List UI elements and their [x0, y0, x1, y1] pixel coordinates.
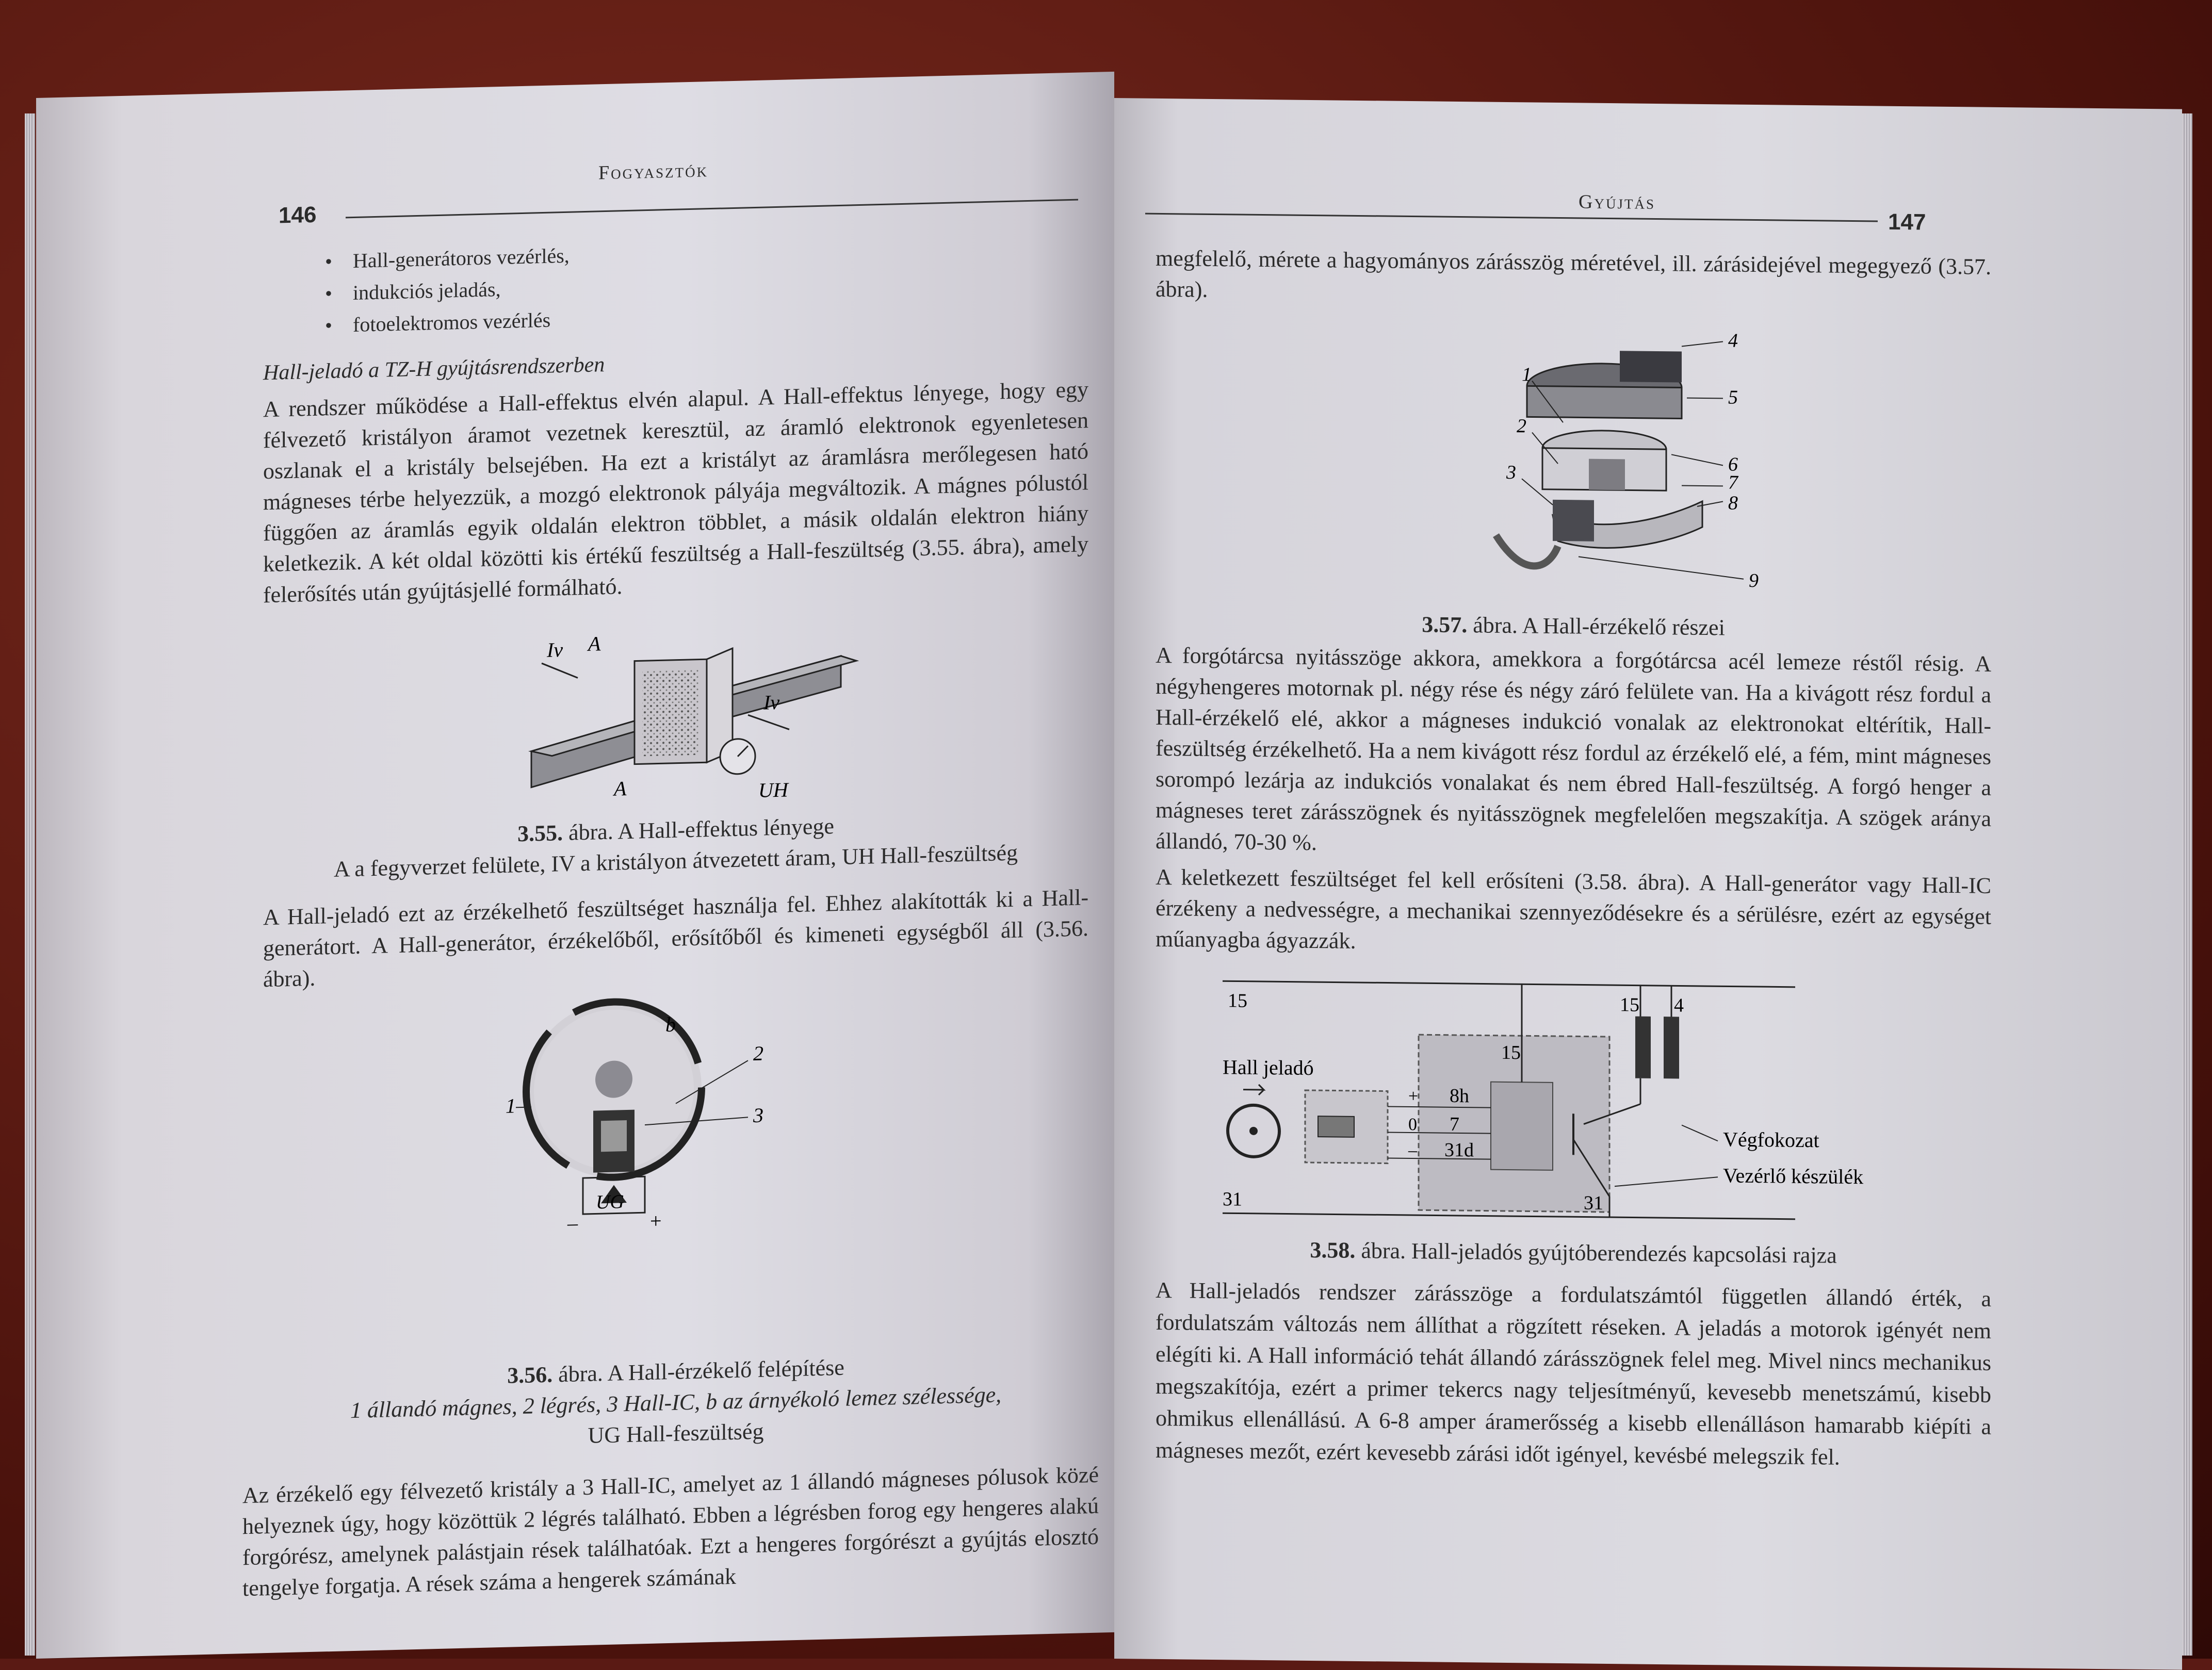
label-31-unit: 31	[1584, 1192, 1603, 1214]
paragraph-hall-effect	[263, 374, 1088, 611]
label-vegfokozat: Végfokozat	[1723, 1127, 1819, 1152]
sensor-cable	[1496, 535, 1558, 566]
bullet-item: • fotoelektromos vezérlés	[325, 304, 570, 342]
paragraph-dwell-angle	[1156, 1274, 1991, 1475]
left-page	[36, 72, 1114, 1659]
caption-legend: 1 állandó mágnes, 2 légrés, 3 Hall-IC, b az árnyékoló lemez szélessége,	[350, 1382, 1002, 1423]
label-minus: –	[1408, 1140, 1417, 1160]
label-uh: UH	[758, 778, 788, 802]
bullet-list	[325, 240, 570, 342]
caption-3-55	[263, 805, 1088, 887]
paragraph-text: A rendszer működése a Hall-effektus elvén alapul. A Hall-effektus lényege, hogy egy félvezető kristályon áramot vezetnek keresztül, az áramló elektronok egyenletesen oszlanak el a kristály belsejében. Ha ezt a kristályt az áramlásra merőlegesen ható mágneses térbe helyezzük, a mozgó elektronok pályája megváltozik. A mágnes pólustól függően az áramlás egyik oldalán elektron többlet, a másik oldalán elektron hiány keletkezik. A két oldal közötti kis értékű feszültség a Hall-feszültség (3.55. ábra), amely felerősítés után gyújtásjellé formálható.	[263, 376, 1088, 608]
page-number-right: 147	[1888, 209, 1926, 235]
current-arrow-in	[542, 662, 578, 679]
label-b: b	[665, 1012, 676, 1037]
caption-3-57	[1156, 607, 1991, 646]
label-plus: +	[1408, 1086, 1419, 1106]
figure-3-57-hall-sensor-parts	[1475, 329, 1836, 600]
open-book	[36, 98, 2182, 1659]
caption-title: ábra. Hall-jeladós gyújtóberendezés kapcsolási rajza	[1361, 1238, 1837, 1268]
subheading: Hall-jeladó a TZ-H gyújtásrendszerben	[263, 353, 605, 385]
paragraph-text: A forgótárcsa nyitásszöge akkora, amekkora a forgótárcsa acél lemeze réstől résig. A négyhengeres motornak pl. négy rése és négy záró felülete van. Ha a kivágott rész fordul a Hall-érzékelő elé, akkor a mágneses indukció vonalak az elektronokat eltérítik, Hall-feszültség érzékelhető. Ha a nem kivágott rész fordul az érzékelő elé, a fém, mint mágneses sorompó lezárja az indukciós vonalakat és nem ébred Hall-feszültség. A forgó henger a mágneses teret zárásszögnek és nyitásszögnek megfelelően megszakítja. A szögek aránya állandó, 70-30 %.	[1156, 642, 1991, 856]
label-ug: UG	[596, 1191, 624, 1214]
label-hall-jelado: Hall jeladó	[1223, 1055, 1314, 1080]
part-label: 3	[1506, 461, 1516, 484]
label-plus: +	[650, 1209, 662, 1233]
figure-3-55-hall-effect	[531, 625, 861, 818]
page-number-left: 146	[279, 202, 317, 228]
label-15-unit: 15	[1501, 1041, 1521, 1064]
caption-3-58	[1156, 1233, 1991, 1273]
label-iv-top: Iv	[547, 638, 563, 662]
part-label: 9	[1749, 569, 1759, 592]
page-edges-left	[25, 113, 35, 1656]
terminal-7: 7	[1450, 1113, 1459, 1136]
label-2: 2	[753, 1041, 763, 1066]
caption-number: 3.55.	[517, 820, 563, 847]
header-rule-left	[346, 199, 1078, 219]
paragraph-rotor-disc	[1156, 640, 1991, 865]
paragraph-continuation	[1156, 243, 1991, 314]
paragraph-text: megfelelő, mérete a hagyományos zárásszög méretével, ill. zárásidejével megegyező (3.57. ábra).	[1156, 245, 1991, 302]
caption-number: 3.58.	[1310, 1237, 1356, 1263]
bullet-item: • Hall-generátoros vezérlés,	[325, 240, 570, 278]
label-3: 3	[753, 1103, 763, 1127]
crystal-dots	[642, 670, 699, 757]
label-a-top: A	[588, 632, 601, 656]
terminal-31-rail	[1223, 1213, 1795, 1219]
header-rule-right	[1145, 213, 1878, 222]
paragraph-text: A Hall-jeladós rendszer zárásszöge a fordulatszámtól független állandó érték, a fordulatszám változás nem állíthat a rögzített réseken. A jeladás a motorok igényét nem elégíti ki. A Hall információ tehát állandó zárásszögnek felel meg. Mivel nincs mechanikus megszakítója, ezért a primer tekercs nagy teljesítményű, kevesebb menetszámú, kisebb ohmikus ellenállású. A 6-8 amper áramerősség a kisebb ellenálláson hamarabb kiépíti a mágneses mezőt, ezért kevesebb zárási időt igényel, kevésbé melegszik fel.	[1156, 1277, 1991, 1470]
caption-title: ábra. A Hall-érzékelő részei	[1473, 612, 1725, 641]
terminal-31d: 31d	[1444, 1139, 1474, 1161]
label-minus: –	[567, 1211, 578, 1235]
caption-legend: A a fegyverzet felülete, IV a kristályon átvezetett áram, UH Hall-feszültség	[334, 840, 1018, 882]
part-label: 2	[1517, 415, 1526, 437]
terminal-15-rail	[1223, 981, 1795, 987]
part-label: 4	[1728, 330, 1738, 352]
label-15-coil: 15	[1620, 994, 1639, 1016]
running-head-right: Gyújtás	[1579, 191, 1655, 214]
label-4: 4	[1674, 994, 1684, 1017]
ignition-coil-secondary	[1664, 1017, 1679, 1078]
caption-title: ábra. A Hall-effektus lényege	[568, 813, 834, 845]
paragraph-amplification	[1156, 862, 1991, 963]
rotor-cap	[1620, 351, 1682, 382]
caption-title: ábra. A Hall-érzékelő felépítése	[558, 1354, 844, 1387]
paragraph-text: A keletkezett feszültséget fel kell erősíteni (3.58. ábra). A Hall-generátor vagy Hall-IC érzékeny a nedvességre, a mechanikai szennyeződésekre és a sérülésre, ezért az egységet műanyagba ágyazzák.	[1156, 864, 1991, 954]
figure-3-56-hall-sensor	[506, 997, 800, 1242]
bullet-item: • indukciós jeladás,	[325, 272, 570, 310]
label-iv-right: Iv	[763, 690, 780, 714]
caption-number: 3.56.	[507, 1362, 553, 1388]
part-label: 8	[1728, 492, 1738, 514]
paragraph-hall-generator	[263, 882, 1088, 995]
paragraph-text: A Hall-jeladó ezt az érzékelhető feszültséget használja fel. Ehhez alakították ki a Hall-generátort. A Hall-generátor, érzékelőből, erősítőből és kimeneti egységből áll (3.56. ábra).	[263, 885, 1088, 992]
part-label: 1	[1522, 364, 1532, 386]
running-head-left: Fogyasztók	[598, 159, 709, 184]
arrow-icon	[1243, 1085, 1264, 1095]
label-zero: 0	[1408, 1115, 1417, 1135]
label-1: 1	[506, 1094, 516, 1118]
label-vezerlo-keszulek: Vezérlő készülék	[1723, 1164, 1864, 1189]
paragraph-text: Az érzékelő egy félvezető kristály a 3 Hall-IC, amelyet az 1 állandó mágneses pólusok közé helyeznek úgy, hogy közöttük 2 légrés található. Ebben a légrésben forog egy hengeres alakú forgórész, amelynek palástjain rések találhatóak. Ezt a hengeres forgórészt a gyújtás elosztó tengelye forgatja. A rések száma a hengerek számának	[242, 1462, 1099, 1601]
part-label: 5	[1728, 386, 1738, 408]
caption-3-56	[263, 1346, 1088, 1459]
amplifier-box	[1491, 1082, 1553, 1170]
part-label: 7	[1728, 471, 1738, 494]
part-label: 6	[1728, 453, 1738, 476]
label-a-bottom: A	[614, 777, 627, 800]
figure-3-58-circuit	[1202, 965, 1864, 1240]
right-page	[1114, 98, 2182, 1670]
terminal-8h: 8h	[1450, 1085, 1469, 1107]
sensor-block	[1553, 500, 1594, 542]
ignition-coil-primary	[1635, 1017, 1651, 1078]
label-15: 15	[1228, 990, 1247, 1012]
label-31: 31	[1223, 1188, 1242, 1210]
current-arrow-out	[748, 714, 789, 730]
caption-legend: UG Hall-feszültség	[588, 1418, 764, 1448]
paragraph-hall-ic	[242, 1460, 1099, 1604]
page-edges-right	[2182, 113, 2192, 1656]
caption-number: 3.57.	[1422, 612, 1468, 638]
